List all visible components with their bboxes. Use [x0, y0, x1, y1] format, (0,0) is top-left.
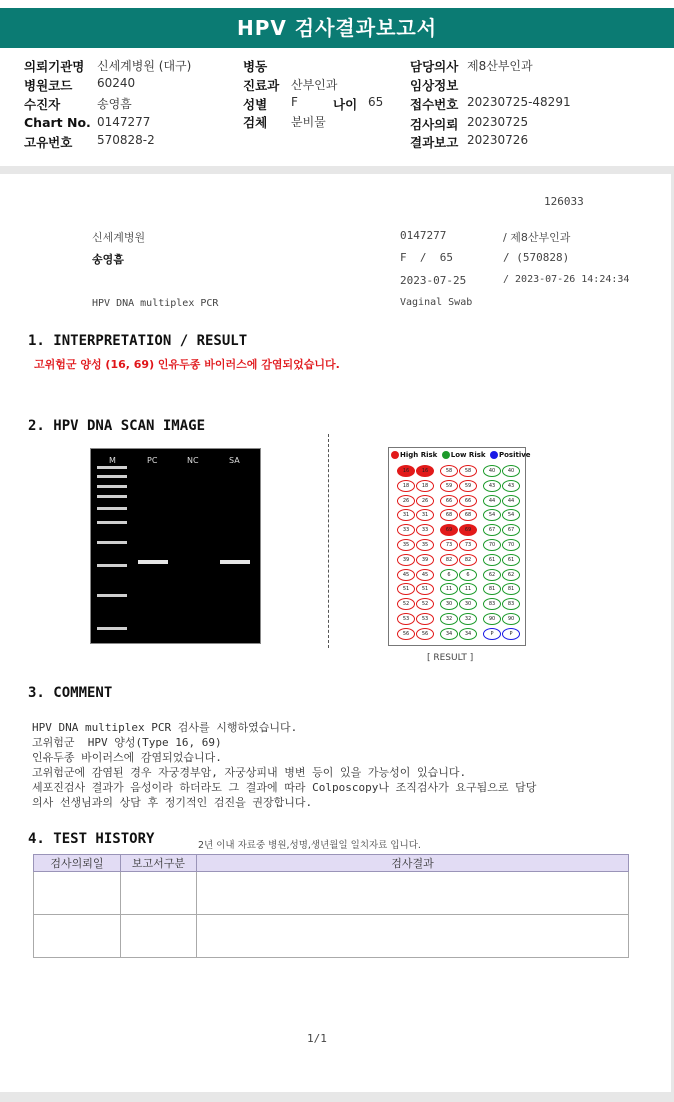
marker-band	[97, 594, 127, 597]
chip-cell: 16	[416, 465, 434, 477]
chip-cell: 16	[397, 465, 415, 477]
table-cell	[197, 872, 629, 915]
chip-legend	[391, 451, 531, 459]
bottom-border	[0, 1092, 674, 1102]
page-number: 1/1	[307, 1032, 327, 1045]
label-age: 나이	[333, 97, 358, 112]
comment-line: 인유두종 바이러스에 감염되었습니다.	[32, 751, 222, 764]
comment-line: 세포진검사 결과가 음성이라 하더라도 그 결과에 따라 Colposcopy나 조직검사가 요구됨으로 담당	[32, 781, 537, 794]
chip-cell: 66	[459, 495, 477, 507]
chip-cell: 73	[459, 539, 477, 551]
chip-cell: 6	[440, 569, 458, 581]
table-cell	[34, 872, 121, 915]
low-risk-dot-icon	[442, 451, 450, 459]
high-risk-dot-icon	[391, 451, 399, 459]
report-hospital: 신세계병원	[92, 231, 146, 244]
chip-cell: 6	[459, 569, 477, 581]
value-chart-no: 0147277	[97, 115, 151, 129]
comment-line: 의사 선생님과의 상담 후 정기적인 검진을 권장합니다.	[32, 796, 313, 809]
chip-cell: 44	[483, 495, 501, 507]
chip-cell: 43	[483, 480, 501, 492]
gel-lane-label: SA	[229, 456, 240, 465]
divider-dashed	[328, 434, 329, 648]
chip-cell: 35	[416, 539, 434, 551]
comment-line: 고위험군에 감염된 경우 자궁경부암, 자궁상피내 병변 등이 있을 가능성이 있습니다.	[32, 766, 467, 779]
chip-cell: 56	[416, 628, 434, 640]
chip-cell: 30	[459, 598, 477, 610]
chip-cell: P	[483, 628, 501, 640]
chip-cell: 62	[483, 569, 501, 581]
value-age: 65	[368, 95, 384, 109]
label-department: 진료과	[243, 78, 280, 93]
chip-cell: 59	[440, 480, 458, 492]
label-doctor: 담당의사	[410, 59, 459, 74]
chip-cell: 18	[397, 480, 415, 492]
history-table	[33, 854, 629, 958]
chip-cell: 70	[502, 539, 520, 551]
label-report-date: 결과보고	[410, 135, 459, 150]
label-patient: 수진자	[24, 97, 61, 112]
report-sex-age: F / 65	[400, 251, 453, 264]
chip-cell: 33	[397, 524, 415, 536]
label-unique-no: 고유번호	[24, 135, 73, 150]
value-report-date: 20230726	[467, 133, 529, 147]
chip-cell: 90	[502, 613, 520, 625]
gel-image	[90, 448, 261, 644]
chip-cell: 53	[397, 613, 415, 625]
chip-cell: 52	[416, 598, 434, 610]
chip-cell: 30	[440, 598, 458, 610]
marker-band	[97, 627, 127, 630]
marker-band	[97, 495, 127, 498]
marker-band	[97, 466, 127, 469]
value-receipt-no: 20230725-48291	[467, 95, 571, 109]
chip-cell: 40	[483, 465, 501, 477]
chip-cell: 69	[459, 524, 477, 536]
report-birth: / (570828)	[503, 251, 570, 264]
value-institution: 신세계병원 (대구)	[97, 59, 192, 73]
value-doctor: 제8산부인과	[467, 59, 533, 73]
report-title: HPV 검사결과보고서	[0, 8, 674, 48]
value-department: 산부인과	[291, 78, 338, 92]
chip-cell: 40	[502, 465, 520, 477]
table-cell	[121, 915, 197, 958]
chip-cell: 31	[416, 509, 434, 521]
report-code: 126033	[544, 195, 584, 208]
section-comment-heading: 3. COMMENT	[28, 685, 113, 701]
chip-cell: P	[502, 628, 520, 640]
table-cell	[121, 872, 197, 915]
label-specimen: 검체	[243, 115, 268, 130]
value-request-date: 20230725	[467, 115, 529, 129]
chip-cell: 51	[397, 583, 415, 595]
chip-cell: 58	[459, 465, 477, 477]
interpretation-result: 고위험군 양성 (16, 69) 인유두종 바이러스에 감염되었습니다.	[34, 358, 340, 371]
chip-cell: 82	[440, 554, 458, 566]
chip-cell: 39	[397, 554, 415, 566]
chip-cell: 82	[459, 554, 477, 566]
patient-header	[0, 50, 674, 165]
history-note: 2년 이내 자료중 병원,성명,생년월일 일치자료 입니다.	[198, 840, 421, 851]
chip-cell: 35	[397, 539, 415, 551]
chip-cell: 83	[483, 598, 501, 610]
chip-cell: 56	[397, 628, 415, 640]
marker-band	[97, 541, 127, 544]
chip-cell: 33	[416, 524, 434, 536]
chip-cell: 69	[440, 524, 458, 536]
marker-band	[97, 521, 127, 524]
report-received: 2023-07-25	[400, 274, 467, 287]
chip-cell: 11	[440, 583, 458, 595]
marker-band	[97, 507, 127, 510]
label-chart-no: Chart No.	[24, 115, 91, 130]
chip-cell: 58	[440, 465, 458, 477]
value-hospital-code: 60240	[97, 76, 136, 90]
chip-cell: 44	[502, 495, 520, 507]
chip-cell: 54	[483, 509, 501, 521]
header-separator	[0, 166, 674, 174]
label-receipt-no: 접수번호	[410, 97, 459, 112]
marker-band	[97, 564, 127, 567]
chip-cell: 43	[502, 480, 520, 492]
chip-cell: 67	[502, 524, 520, 536]
chip-cell: 26	[416, 495, 434, 507]
label-institution: 의뢰기관명	[24, 59, 85, 74]
chip-cell: 61	[502, 554, 520, 566]
chip-cell: 53	[416, 613, 434, 625]
chip-cell: 83	[502, 598, 520, 610]
chip-cell: 81	[483, 583, 501, 595]
label-hospital-code: 병원코드	[24, 78, 73, 93]
report-page	[0, 174, 671, 1092]
comment-line: HPV DNA multiplex PCR 검사를 시행하였습니다.	[32, 721, 298, 734]
marker-band	[97, 485, 127, 488]
chip-cell: 81	[502, 583, 520, 595]
legend-positive: Positive	[498, 451, 531, 459]
table-cell	[197, 915, 629, 958]
label-sex: 성별	[243, 97, 268, 112]
section-interpretation-heading: 1. INTERPRETATION / RESULT	[28, 333, 248, 349]
history-header-request-date: 검사의뢰일	[34, 855, 121, 872]
chip-caption: [ RESULT ]	[427, 653, 474, 663]
chip-cell: 32	[459, 613, 477, 625]
positive-dot-icon	[490, 451, 498, 459]
chip-cell: 52	[397, 598, 415, 610]
value-patient: 송영흠	[97, 97, 132, 111]
label-clinical-info: 임상정보	[410, 78, 459, 93]
history-header-result: 검사결과	[197, 855, 629, 872]
value-unique-no: 570828-2	[97, 133, 155, 147]
comment-line: 고위험군 HPV 양성(Type 16, 69)	[32, 736, 222, 749]
chip-cell: 34	[440, 628, 458, 640]
value-specimen: 분비물	[291, 115, 326, 129]
section-scan-heading: 2. HPV DNA SCAN IMAGE	[28, 418, 206, 434]
marker-band	[97, 475, 127, 478]
chip-cell: 45	[397, 569, 415, 581]
chip-cell: 67	[483, 524, 501, 536]
chip-cell: 54	[502, 509, 520, 521]
chip-cell: 39	[416, 554, 434, 566]
report-dept: / 제8산부인과	[503, 231, 571, 244]
chip-cell: 68	[459, 509, 477, 521]
table-cell	[34, 915, 121, 958]
gel-lane-label: M	[109, 456, 116, 465]
chip-cell: 51	[416, 583, 434, 595]
chip-cell: 32	[440, 613, 458, 625]
chip-cell: 73	[440, 539, 458, 551]
hpv-chip-result	[388, 447, 531, 646]
chip-cell: 26	[397, 495, 415, 507]
chip-cell: 34	[459, 628, 477, 640]
sa-band	[220, 560, 250, 564]
gel-lane-label: PC	[147, 456, 158, 465]
chip-cell: 45	[416, 569, 434, 581]
table-row	[34, 915, 629, 958]
chip-cell: 66	[440, 495, 458, 507]
chip-cell: 31	[397, 509, 415, 521]
pc-band	[138, 560, 168, 564]
report-test-name: HPV DNA multiplex PCR	[92, 298, 219, 309]
chip-cell: 11	[459, 583, 477, 595]
gel-lane-label: NC	[187, 456, 199, 465]
chip-cell: 68	[440, 509, 458, 521]
chip-cell: 61	[483, 554, 501, 566]
section-history-heading: 4. TEST HISTORY	[28, 831, 155, 847]
chip-cell: 90	[483, 613, 501, 625]
legend-high: High Risk	[400, 451, 438, 459]
chip-cell: 59	[459, 480, 477, 492]
chip-cell: 18	[416, 480, 434, 492]
chip-cell: 70	[483, 539, 501, 551]
chip-cell: 62	[502, 569, 520, 581]
value-sex: F	[291, 95, 298, 109]
label-request-date: 검사의뢰	[410, 117, 459, 132]
history-header-report-type: 보고서구분	[121, 855, 197, 872]
label-ward: 병동	[243, 59, 268, 74]
report-reported: / 2023-07-26 14:24:34	[503, 274, 630, 285]
report-specimen: Vaginal Swab	[400, 297, 473, 308]
legend-low: Low Risk	[450, 451, 486, 459]
comment-block	[32, 720, 536, 810]
table-row	[34, 872, 629, 915]
report-chart-no: 0147277	[400, 229, 447, 242]
report-patient: 송영흠	[92, 253, 124, 266]
